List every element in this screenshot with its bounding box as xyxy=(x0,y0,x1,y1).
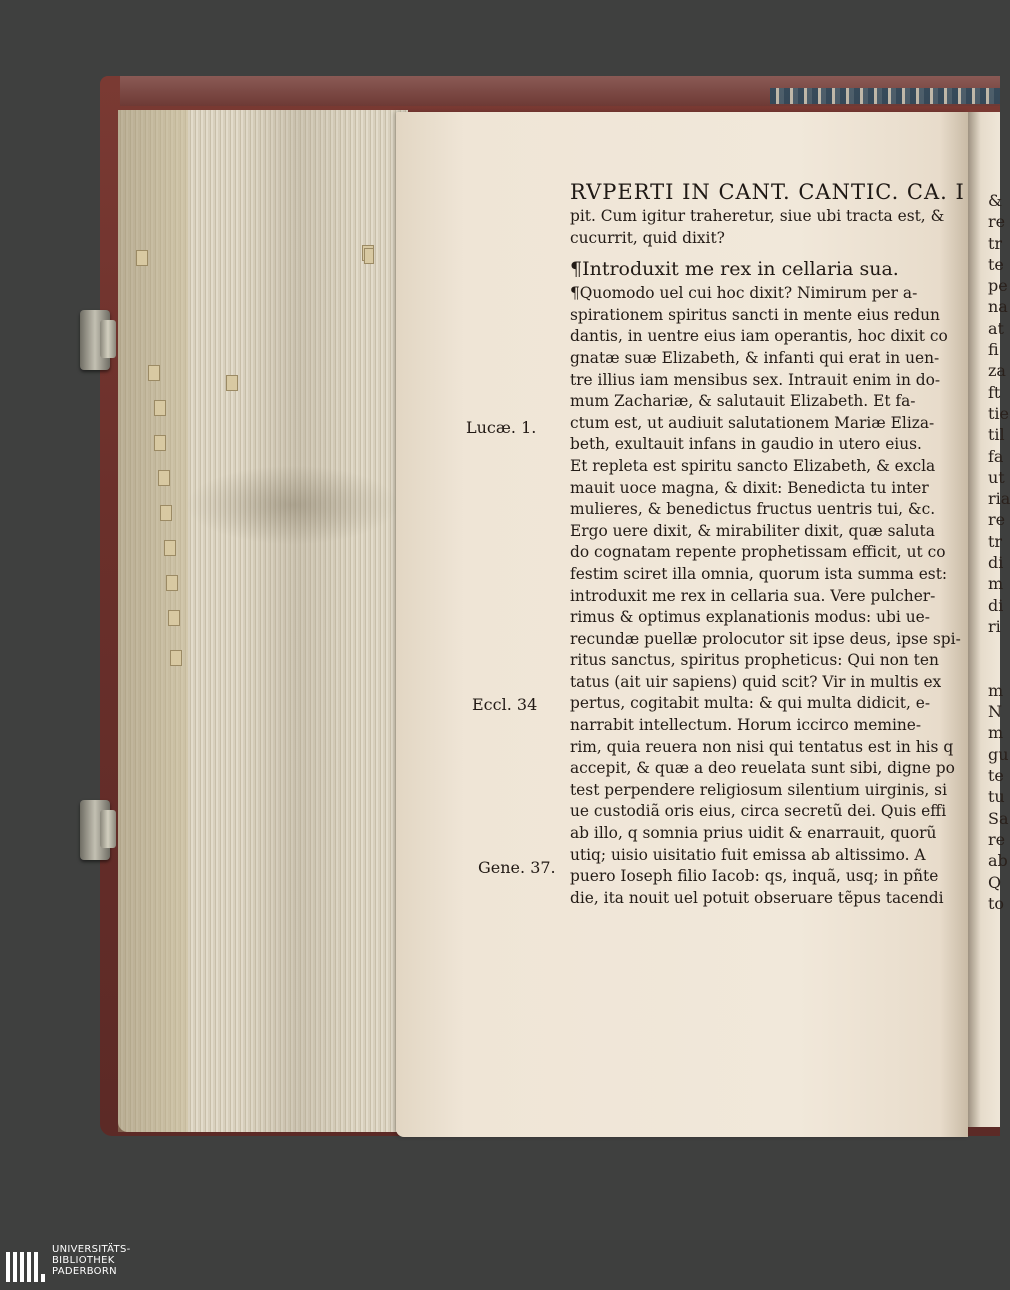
index-tab xyxy=(170,650,182,666)
index-tab xyxy=(154,435,166,451)
index-tab xyxy=(136,250,148,266)
text-line: mum Zachariæ, & salutauit Elizabeth. Et fa- xyxy=(570,392,916,411)
library-name-line3: PADERBORN xyxy=(52,1266,117,1277)
index-tab xyxy=(164,540,176,556)
marginal-note-eccl: Eccl. 34 xyxy=(472,695,538,714)
text-line: accepit, & quæ a deo reuelata sunt sibi, digne po xyxy=(570,759,955,778)
text-line: ab illo, q somnia prius uidit & enarrauit, quorũ xyxy=(570,824,937,843)
ink-bleed xyxy=(185,465,400,545)
text-line: pit. Cum igitur traheretur, siue ubi tracta est, & xyxy=(570,207,945,225)
library-name xyxy=(52,1244,131,1277)
text-line: pertus, cogitabit multa: & qui multa didicit, e- xyxy=(570,694,931,713)
text-line: narrabit intellectum. Horum iccirco memine- xyxy=(570,716,922,735)
upper-clasp xyxy=(80,310,110,370)
text-line: utiq; uisio uisitatio fuit emissa ab altissimo. A xyxy=(570,845,926,864)
text-line: tre illius iam mensibus sex. Intrauit enim in do- xyxy=(570,370,941,389)
text-line: introduxit me rex in cellaria sua. Vere pulcher- xyxy=(570,586,936,605)
text-line: rim, quia reuera non nisi qui tentatus est in his q xyxy=(570,737,954,756)
index-tab xyxy=(160,505,172,521)
marginal-note-luke: Lucæ. 1. xyxy=(466,418,537,437)
library-name-line1: UNIVERSITÄTS- xyxy=(52,1244,131,1255)
text-line: mauit uoce magna, & dixit: Benedicta tu inter xyxy=(570,478,929,497)
index-tab xyxy=(148,365,160,381)
text-line: spirationem spiritus sancti in mente eius redun xyxy=(570,305,940,324)
index-tab xyxy=(158,470,170,486)
next-page-text: & re tr te pe na at fi za ft tie til fa ut ria re tr di m di ri m N m gu te tu Sa re ab Q to xyxy=(988,191,1010,913)
index-tab xyxy=(364,248,374,264)
index-tab xyxy=(166,575,178,591)
text-line: ritus sanctus, spiritus propheticus: Qui non ten xyxy=(570,651,939,670)
text-line: die, ita nouit uel potuit obseruare tẽpus tacendi xyxy=(570,888,944,907)
text-line: dantis, in uentre eius iam operantis, hoc dixit co xyxy=(570,327,948,346)
library-logo-icon xyxy=(6,1244,46,1286)
text-line: puero Ioseph filio Iacob: qs, inquã, usq; in pñte xyxy=(570,867,939,886)
text-line: Et repleta est spiritu sancto Elizabeth, & excla xyxy=(570,456,936,475)
text-line: ¶Quomodo uel cui hoc dixit? Nimirum per a- xyxy=(570,284,918,303)
text-line: beth, exultauit infans in gaudio in utero eius. xyxy=(570,435,922,454)
text-line: do cognatam repente prophetissam efficit, ut co xyxy=(570,543,946,562)
text-line: gnatæ suæ Elizabeth, & infanti qui erat in uen- xyxy=(570,348,940,367)
text-line: mulieres, & benedictus fructus uentris tui, &c. xyxy=(570,500,936,519)
running-header: RVPERTI IN CANT. CANTIC. CA. I xyxy=(570,180,965,204)
text-line: ue custodiã oris eius, circa secretũ dei. Quis effi xyxy=(570,802,947,821)
text-line: Ergo uere dixit, & mirabiliter dixit, quæ saluta xyxy=(570,521,935,540)
lower-clasp xyxy=(80,800,110,860)
text-line: recundæ puellæ prolocutor sit ipse deus, ipse spi- xyxy=(570,629,961,648)
text-line: cucurrit, quid dixit? xyxy=(570,228,725,247)
index-tab xyxy=(154,400,166,416)
index-tab xyxy=(168,610,180,626)
text-line: ctum est, ut audiuit salutationem Mariæ Eliza- xyxy=(570,413,935,432)
text-line: tatus (ait uir sapiens) quid scit? Vir in multis ex xyxy=(570,672,942,691)
section-heading: ¶Introduxit me rex in cellaria sua. xyxy=(570,258,899,281)
text-line: test perpendere religiosum silentium uirginis, si xyxy=(570,780,947,799)
index-tab xyxy=(226,375,238,391)
text-line: festim sciret illa omnia, quorum ista summa est: xyxy=(570,564,948,583)
marginal-note-gene: Gene. 37. xyxy=(478,858,556,877)
page-edges xyxy=(118,110,408,1132)
footer-bar xyxy=(0,1240,1000,1290)
text-line: rimus & optimus explanationis modus: ubi ue- xyxy=(570,608,930,627)
headband xyxy=(770,88,1000,104)
library-name-line2: BIBLIOTHEK xyxy=(52,1255,115,1266)
text-column xyxy=(570,206,965,909)
